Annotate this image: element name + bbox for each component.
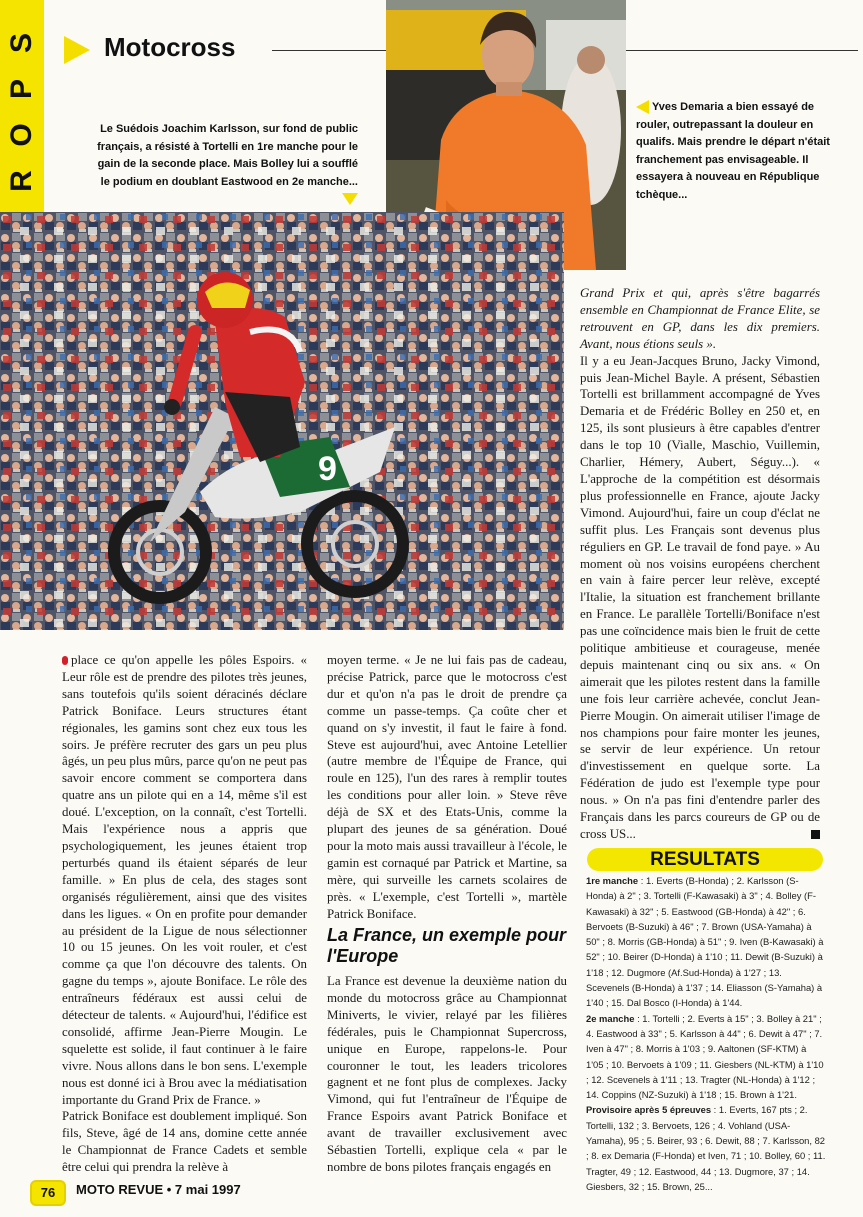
caption-text: Le Suédois Joachim Karlsson, sur fond de public français, a résisté à Tortelli en 1re manche pour le gain de la seconde place. Mais Bolley lui a soufflé le podium en doublant Eastwood en 2e manche... xyxy=(97,123,358,188)
magazine-issue: MOTO REVUE • 7 mai 1997 xyxy=(76,1182,241,1197)
results-text: : 1. Tortelli ; 2. Everts à 15" ; 3. Bolley à 21" ; 4. Eastwood à 33" ; 5. Karlsson à 44" ; 6. Dewit à 47" ; 7. Iven à 47" ; 8. Morris à 1'03 ; 9. Aaltonen (SF-KTM) à 1'05 ; 10. Bervoets à 1'09 ; 11. Giesbers (NL-KTM) à 1'10 ; 12. Scevenels à 1'11 ; 13. Tragter (NL-Honda) à 1'12 ; 14. Coppins (NZ-Suzuki) à 1'18 ; 15. Brown à 1'21. xyxy=(586,1012,824,1101)
caption-text: Yves Demaria a bien essayé de rouler, outrepassant la douleur en qualifs. Mais prendre le départ n'était franchement pas envisageable. Il essayera à nouveau en République tchèque... xyxy=(636,101,830,201)
article-column-2-continued xyxy=(327,973,567,1176)
photo-caption-left xyxy=(96,121,358,209)
end-mark-icon xyxy=(811,830,820,839)
side-tab-letter: O xyxy=(5,123,38,147)
results-list xyxy=(586,873,826,1194)
article-paragraph: La France est devenue la deuxième nation du monde du motocross grâce au Championnat Miniverts, le vivier, relayé par les filières fédérales, puis le Championnat Supercross, unique en Europe, rappelons-le. Pour couronner le tout, les leaders tricolores gagnent et ne font plus de complexes. Jacky Vimond, qui fut l'entraîneur de l'Équipe de France Espoirs avant Patrick Boniface et avant de travailler exclusivement avec Sébastien Tortelli, explique cela « par le nombre de bons pilotes français engagés en xyxy=(327,974,567,1174)
article-paragraph: moyen terme. « Je ne lui fais pas de cadeau, précise Patrick, parce que le motocross c'est dur et qu'on n'a pas le droit de prendre ça comme un passe-temps. Ça coûte cher et quand on s'y investit, il faut le faire à fond. Steve est aujourd'hui, avec Antoine Letellier (autre membre de l'Équipe de France, qui roule en 125), l'un des rares à remplir toutes les conditions pour aller loin. » Steve rêve déjà de SX et des Etats-Unis, comme la plupart des jeunes de sa génération. Doué pour la moto mais aussi travailleur à l'école, le gamin est cornaqué par Patrick et Martine, sa mère, qui surveille les carnets scolaires de près. « L'exemple, c'est Tortelli », martèle Patrick Boniface. xyxy=(327,653,567,921)
pointer-left-icon xyxy=(636,100,649,114)
header-rule xyxy=(272,50,386,51)
article-paragraph xyxy=(62,652,307,1108)
article-subheading: La France, un exemple pour l'Europe xyxy=(327,925,567,966)
hero-photo xyxy=(0,212,564,630)
results-heading: 2e manche xyxy=(586,1012,635,1024)
article-paragraph: Grand Prix et qui, après s'être bagarrés ensemble en Championnat de France Elite, se retrouvent en GP, dans les dix premiers. Avant, nous étions seuls ». xyxy=(580,286,820,351)
bullet-icon xyxy=(62,656,68,665)
race-number: 9 xyxy=(318,450,337,488)
section-title: Motocross xyxy=(104,32,236,62)
results-heading: 1re manche xyxy=(586,875,639,886)
pointer-down-icon xyxy=(342,193,358,205)
article-column-2 xyxy=(327,652,567,923)
header-rule xyxy=(626,50,858,51)
article-paragraph-text: place ce qu'on appelle les pôles Espoirs. « Leur rôle est de prendre des pilotes très jeunes, sans toutefois qu'ils soient déracinés déclare Patrick Boniface. Leurs structures étant régionales, les gamins sont chez eux tous les soirs. Je préfère recruter des gars un peu plus âgés, un peu plus mûrs, parce qu'on ne peut pas savoir encore comment se comportera dans quatre ans un pilote qui en a 14, même s'il est doué. L'exception, on la connaît, c'est Tortelli. Mais l'expérience nous a appris que psychologiquement, les jeunes étaient trop perturbés quand ils étaient séparés de leur famille. » En plus de cela, des stages sont organisés régulièrement, ainsi que des visites dans les ligues. « On en profite pour demander au président de la Ligue de nous sélectionner 10 ou 15 jeunes. On les voit rouler, et c'est comme ça que l'on découvre des talents. On gagne du temps », ajoute Boniface. Le rôle des entraîneurs fédéraux est aussi celui de détecteur de talents. « Aujourd'hui, l'édifice est consolidé, affirme Jean-Pierre Mougin. Le squelette est solide, il faut continuer à le faire vivre. Nous allons dans le bon sens. L'exemple nous est donné ici à Brou avec la médiatisation importante du Grand Prix de France. » xyxy=(62,653,307,1107)
results-text: : 1. Everts (B-Honda) ; 2. Karlsson (S-Honda) à 2" ; 3. Tortelli (F-Kawasaki) à 3" ; 4. Bolley (F-Kawasaki) à 32" ; 5. Eastwood (GB-Honda) à 42" ; 6. Bervoets (B-Suzuki) à 46" ; 7. Brown (USA-Yamaha) à 50" ; 8. Morris (GB-Honda) à 51" ; 9. Iven (B-Kawasaki) à 52" ; 10. Beirer (D-Honda) à 1'10 ; 11. Dewit (B-Suzuki) à 1'18 ; 12. Dugmore (Af.Sud-Honda) à 1'27 ; 13. Scevenels (B-Honda) à 1'37 ; 14. Eliasson (S-Yamaha) à 1'40 ; 15. Dal Bosco (I-Honda) à 1'44. xyxy=(586,875,824,1009)
article-column-right xyxy=(580,285,820,843)
page-number: 76 xyxy=(40,1185,56,1200)
side-tab-letter: S xyxy=(5,33,38,54)
article-paragraph xyxy=(580,353,820,843)
results-title: RESULTATS xyxy=(650,849,760,870)
side-tab-letter: P xyxy=(5,79,38,100)
article-column-1 xyxy=(62,652,307,1176)
side-tab-letter: R xyxy=(5,170,38,192)
section-arrow-icon xyxy=(64,36,90,64)
article-paragraph: Patrick Boniface est doublement impliqué. Son fils, Steve, âgé de 14 ans, domine cette année le Championnat de France Cadets et semble être celui qui prendra la relève à xyxy=(62,1109,307,1175)
results-text: : 1. Everts, 167 pts ; 2. Tortelli, 132 ; 3. Bervoets, 126 ; 4. Vohland (USA-Yamaha), 95 ; 5. Beirer, 93 ; 6. Dewit, 88 ; 7. Karlsson, 82 ; 8. ex Demaria (F-Honda) et Iven, 71 ; 10. Bolley, 60 ; 11. Tragter, 49 ; 12. Eastwood, 44 ; 13. Dugmore, 37 ; 14. Giesbers, 32 ; 15. Brown, 25... xyxy=(586,1104,826,1192)
photo-caption-right xyxy=(636,99,846,204)
article-paragraph-text: Il y a eu Jean-Jacques Bruno, Jacky Vimond, puis Jean-Michel Bayle. A présent, Sébastien Tortelli est brillamment accompagné de Yves Demaria et de Frédéric Bolley en 250 et, en 125, ils sont plusieurs à être capables d'entrer dans le top 10 (Vialle, Maschio, Vuillemin, Charlier, Hémery, Aubert, Séguy...). « L'approche de la compétition est désormais plus professionnelle en France, ajoute Jacky Vimond. Aujourd'hui, faire un coup d'éclat ne suffit plus. Les Français sont devenus plus réguliers en GP. Le travail de fond paye. » Au moment où nos voisins européens cherchent en vain à faire percer leur relève, excepté l'Italie, la situation est franchement brillante en France. Le parallèle Tortelli/Boniface n'est pas une coïncidence mais bien le fruit de cette politique ambitieuse et courageuse, menée depuis maintenant cinq ou six ans. « On aimerait que les pilotes restent dans la famille une fois leur carrière achevée, conclut Jean-Pierre Mougin. On aimerait utiliser l'image de nos champions pour faire monter les jeunes, se servir de leur expérience. Un retour d'investissement en quelque sorte. La Fédération de judo est l'exemple type pour nous. » On n'a pas fini d'entendre parler des Français dans les parcs coureurs de GP ou de cross US... xyxy=(580,353,820,841)
hero-illustration xyxy=(0,212,564,630)
results-heading: Provisoire après 5 épreuves xyxy=(586,1104,712,1116)
